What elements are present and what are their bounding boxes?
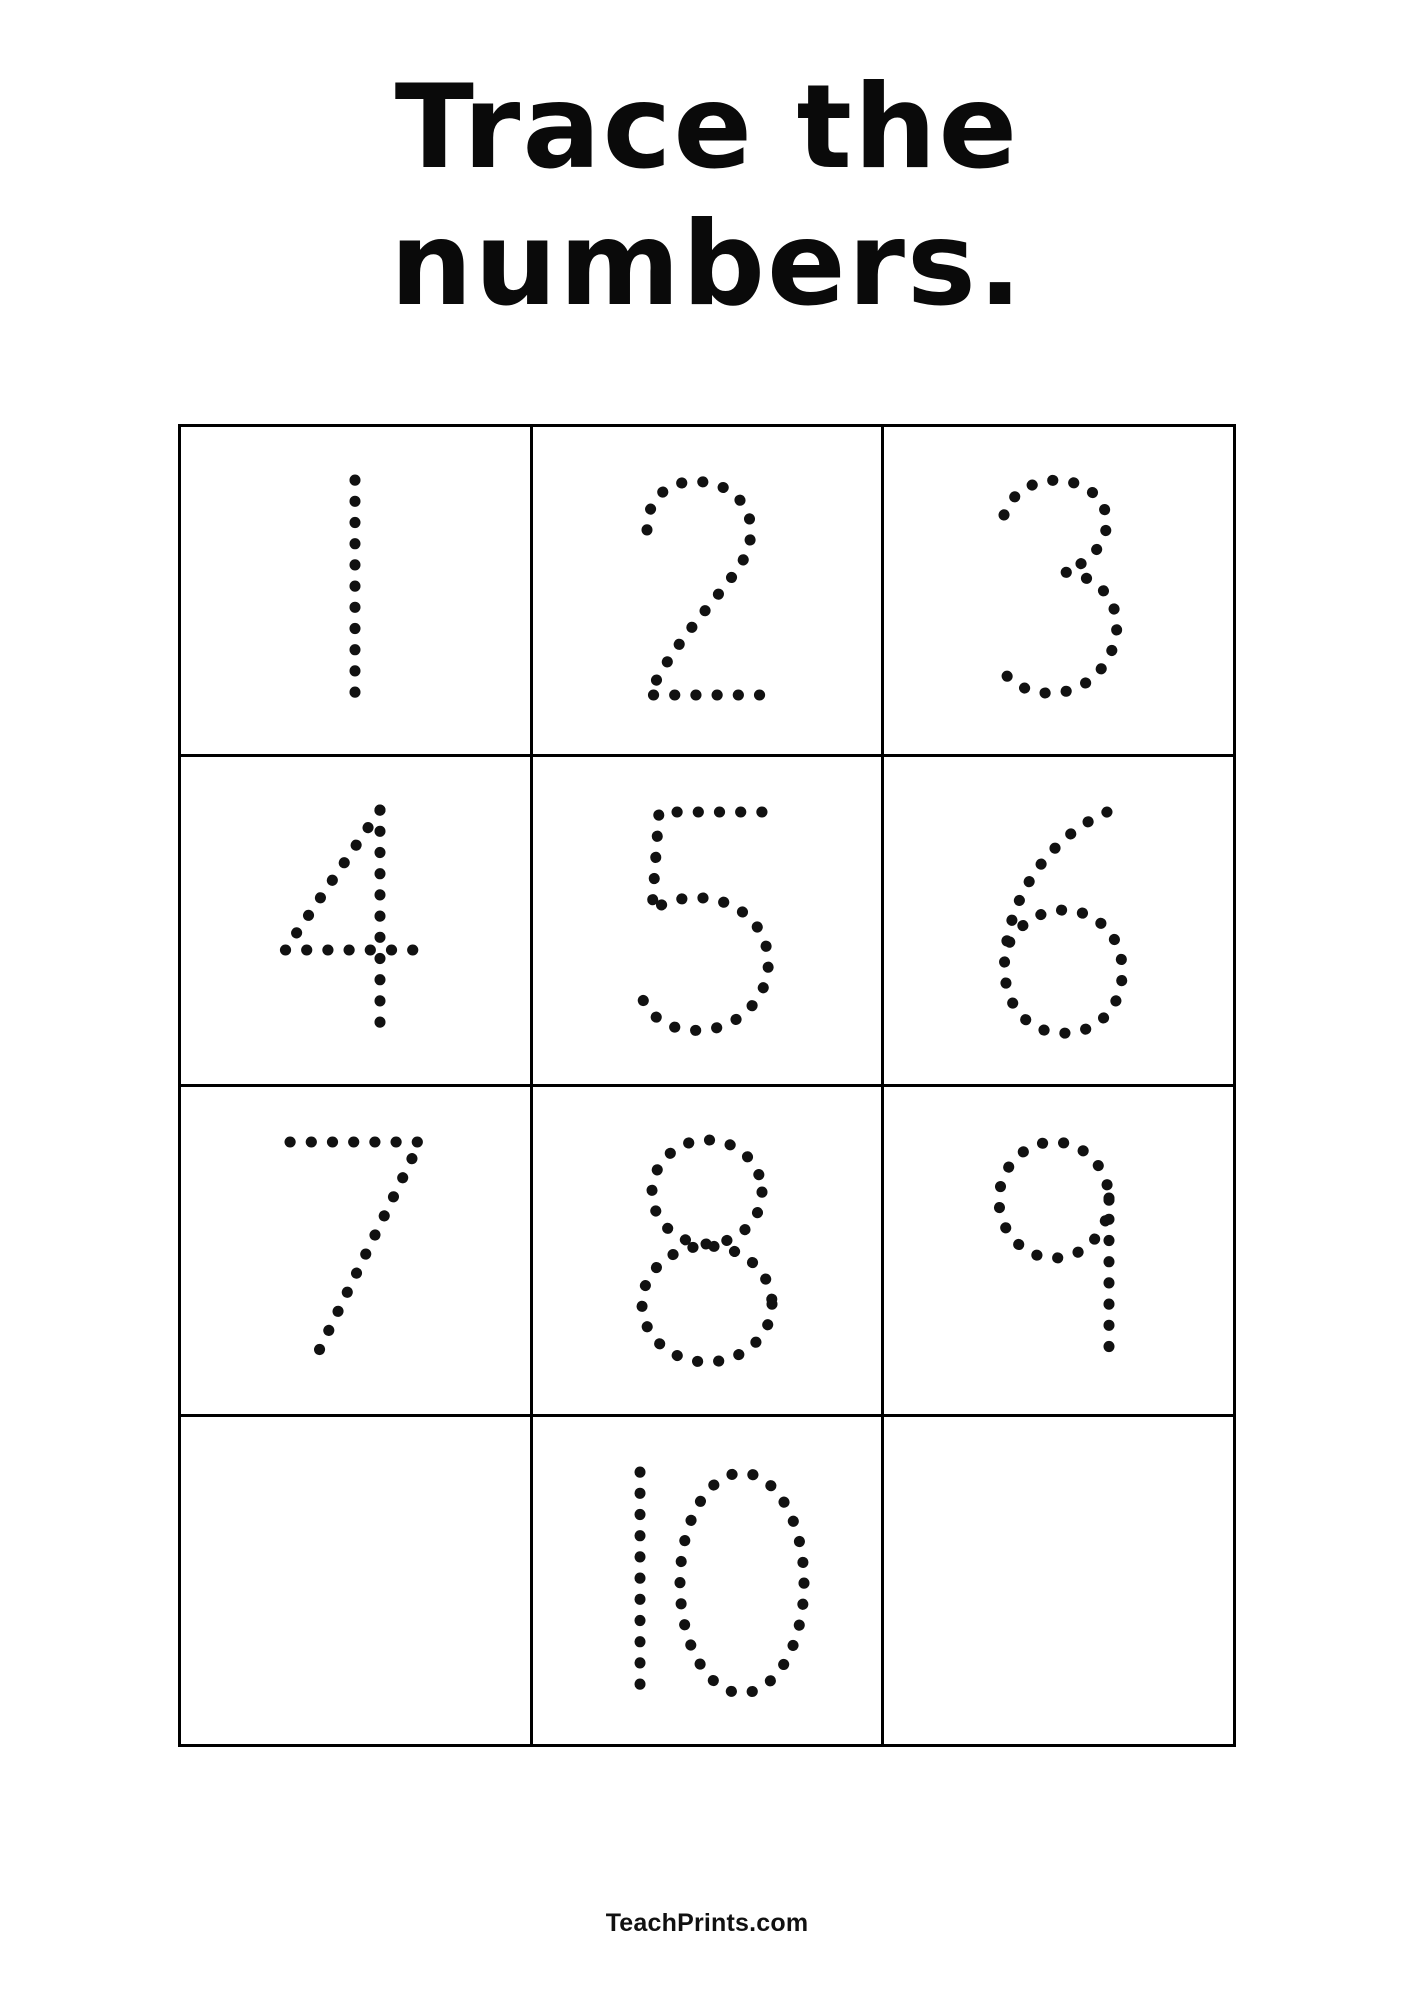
tracing-cell-10[interactable] <box>533 1417 885 1747</box>
page-title-line-2: numbers. <box>389 196 1025 332</box>
tracing-grid-container <box>178 424 1236 1747</box>
tracing-cell-1[interactable] <box>181 427 533 757</box>
number-6-trace-icon <box>959 790 1159 1050</box>
tracing-cell-empty-right <box>884 1417 1236 1747</box>
tracing-cell-8[interactable] <box>533 1087 885 1417</box>
number-8-trace-icon <box>607 1120 807 1380</box>
tracing-grid <box>178 424 1236 1747</box>
number-7-trace-icon <box>255 1120 455 1380</box>
number-3-trace-icon <box>959 460 1159 720</box>
number-5-trace-icon <box>607 790 807 1050</box>
number-2-trace-icon <box>607 460 807 720</box>
number-1-trace-icon <box>255 460 455 720</box>
tracing-cell-5[interactable] <box>533 757 885 1087</box>
number-4-trace-icon <box>255 790 455 1050</box>
tracing-cell-9[interactable] <box>884 1087 1236 1417</box>
number-10-trace-icon <box>592 1450 822 1710</box>
page-title-line-1: Trace the <box>394 60 1020 195</box>
tracing-cell-3[interactable] <box>884 427 1236 757</box>
page-title <box>207 60 1207 334</box>
tracing-cell-6[interactable] <box>884 757 1236 1087</box>
tracing-cell-2[interactable] <box>533 427 885 757</box>
tracing-cell-7[interactable] <box>181 1087 533 1417</box>
footer-credit: TeachPrints.com <box>605 1909 809 1937</box>
tracing-cell-empty-left <box>181 1417 533 1747</box>
tracing-cell-4[interactable] <box>181 757 533 1087</box>
number-9-trace-icon <box>959 1120 1159 1380</box>
